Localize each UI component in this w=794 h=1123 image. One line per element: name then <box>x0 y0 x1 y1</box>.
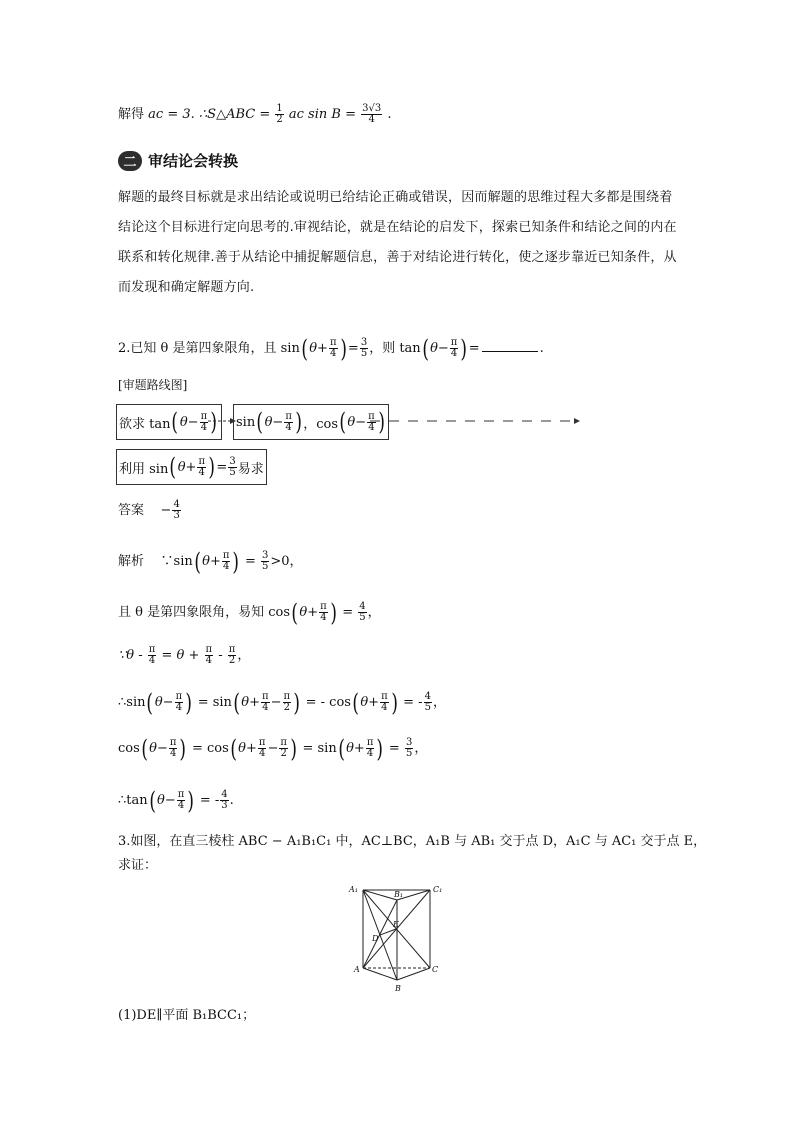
label-a1: A₁ <box>349 885 358 894</box>
route-label: [审题路线图] <box>118 378 188 392</box>
solution-line-2: 且 θ 是第四象限角，易知 cos(θ+ $\frac{\pi}{4}$ ) = $\frac{4}{5}$ ， <box>118 598 381 627</box>
arrow-1 <box>208 414 236 428</box>
route-box-use: 利用 sin ( θ+ $\frac{\pi}{4}$ ) = $\frac{3}{5}$ 易求 <box>116 449 267 485</box>
label-d: D <box>372 934 379 943</box>
solution-line-5: cos(θ− $\frac{\pi}{4}$ ) = cos(θ+ $\frac{\pi}{4}$ − $\frac{\pi}{2}$ ) = sin(θ+ $\frac{\pi}{4}$ ) = $\frac{3}{5}$ ， <box>118 734 428 763</box>
route-box-sin-cos: sin ( θ− $\frac{\pi}{4}$ ) ，cos ( θ− $\frac{\pi}{4}$ ) <box>233 404 389 440</box>
solution-line-3: ∵θ - $\frac{\pi}{4}$ = θ + $\frac{\pi}{4}$ - $\frac{\pi}{2}$ ， <box>118 644 251 666</box>
label-b1: B₁ <box>394 890 404 899</box>
solution-line-4: ∴sin(θ− $\frac{\pi}{4}$ ) = sin(θ+ $\frac{\pi}{4}$ − $\frac{\pi}{2}$ ) = - cos(θ+ $\frac{\pi}{4}$ ) = - $\frac{4}{5}$ ， <box>118 688 446 717</box>
fraction-half: $\frac{1}{2}$ <box>276 103 283 125</box>
section-title-text: 审结论会转换 <box>148 152 239 170</box>
section-paragraph: 解题的最终目标就是求出结论或说明已给结论正确或错误，因而解题的思维过程大多都是围绕着结论这个目标进行定向思考的.审视结论，就是在结论的启发下，探索已知条件和结论之间的内在联系和转化规律.善于从结论中捕捉解题信息，善于对结论进行转化，使之逐步靠近已知条件，从而发现和确定解题方向. <box>118 190 677 295</box>
fraction-result: $\frac{3√3}{4}$ <box>362 103 382 125</box>
label-a: A <box>354 965 360 974</box>
section-title <box>118 150 238 171</box>
problem-3-part-1: (1)DE∥平面 B₁BCC₁； <box>118 1008 256 1023</box>
answer-line: 答案 − $\frac{4}{3}$ <box>118 499 180 521</box>
route-box-goal: 欲求 tan ( θ− $\frac{\pi}{4}$ ) <box>116 404 222 440</box>
solution-line-1: 解析 ∵sin(θ+ $\frac{\pi}{4}$ ) = $\frac{3}{5}$ >0， <box>118 547 303 576</box>
answer-blank <box>482 339 538 352</box>
label-e: E <box>393 920 399 929</box>
label-c1: C₁ <box>433 885 443 894</box>
label-b: B <box>395 984 401 993</box>
problem-2: 2.已知 θ 是第四象限角，且 sin(θ+ $\frac{\pi}{4}$ )= $\frac{3}{5}$ ，则 tan(θ− $\frac{\pi}{4}$ )= . <box>118 334 544 363</box>
problem-3-line-1: 3.如图，在直三棱柱 ABC − A₁B₁C₁ 中，AC⊥BC，A₁B 与 AB₁ 交于点 D，A₁C 与 AC₁ 交于点 E， <box>118 834 707 849</box>
solution-line-6: ∴tan(θ− $\frac{\pi}{4}$ ) = - $\frac{4}{3}$ . <box>118 786 234 815</box>
section-badge: 二 <box>118 151 142 171</box>
label-c: C <box>432 965 439 974</box>
prism-figure <box>345 880 445 995</box>
top-solution-line: 解得 ac = 3. ∴S△ABC = $\frac{1}{2}$ ac sin B = $\frac{3√3}{4}$ . <box>118 103 392 125</box>
problem-3-line-2: 求证： <box>118 858 158 873</box>
arrow-2 <box>370 414 582 428</box>
